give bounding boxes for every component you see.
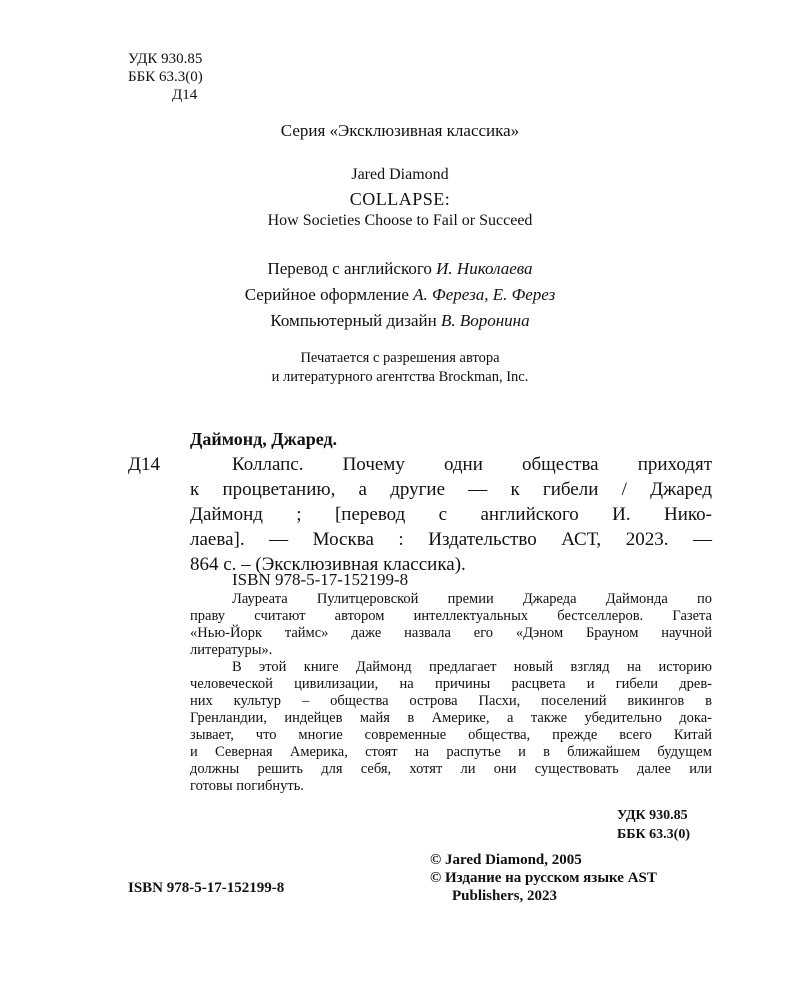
bottom-isbn: ISBN 978-5-17-152199-8 (128, 880, 285, 896)
annotation-line: готовы погибнуть. (190, 778, 304, 794)
catalog-isbn: ISBN 978-5-17-152199-8 (232, 570, 409, 589)
credit-translation: Перевод с английского И. Николаева (267, 259, 533, 278)
annotation-line: должны решить для себя, хотят ли они существовать далее или (190, 761, 712, 777)
permission-line: и литературного агентства Brockman, Inc. (271, 369, 529, 385)
annotation-line: литературы». (190, 642, 273, 658)
author-mark: Д14 (172, 87, 198, 103)
series-title: Серия «Эксклюзивная классика» (280, 121, 520, 140)
permission-line: Печатается с разрешения автора (300, 350, 500, 366)
catalog-line: 864 с. – (Эксклюзивная классика). (190, 554, 466, 575)
original-subtitle: How Societies Choose to Fail or Succeed (267, 212, 533, 229)
annotation-line: них культур – общества острова Пасхи, поселений викингов в (190, 693, 712, 709)
copyright-publisher: Publishers, 2023 (452, 888, 558, 904)
annotation-line: Лауреата Пулитцеровской премии Джареда Даймонда по (232, 591, 712, 607)
copyright-author: © Jared Diamond, 2005 (430, 852, 582, 868)
bbk-code: ББК 63.3(0) (128, 69, 203, 85)
catalog-line: Коллапс. Почему одни общества приходят (232, 454, 712, 475)
catalog-heading: Даймонд, Джаред. (190, 429, 338, 449)
annotation-line: зывает, что многие современные общества, прежде всего Китай (190, 727, 712, 743)
footer-udk: УДК 930.85 (617, 808, 688, 823)
annotation-line: Гренландии, индейцев майя в Америке, а также убедительно дока- (190, 710, 712, 726)
credit-series-design: Серийное оформление А. Фереза, Е. Ферез (244, 285, 556, 304)
annotation-line: праву считают автором интеллектуальных бестселлеров. Газета (190, 608, 712, 624)
original-author: Jared Diamond (351, 166, 449, 183)
annotation-line: человеческой цивилизации, на причины расцвета и гибели древ- (190, 676, 712, 692)
credit-computer-design: Компьютерный дизайн В. Воронина (270, 311, 530, 330)
annotation-line: и Северная Америка, стоят на распутье и в ближайшем будущем (190, 744, 712, 760)
catalog-line: лаева]. — Москва : Издательство АСТ, 2023. — (190, 529, 712, 550)
footer-bbk: ББК 63.3(0) (617, 827, 690, 842)
udk-code: УДК 930.85 (128, 51, 203, 67)
annotation-line: В этой книге Даймонд предлагает новый взгляд на историю (232, 659, 712, 675)
original-title: COLLAPSE: (349, 189, 451, 209)
copyright-edition: © Издание на русском языке AST (430, 870, 657, 886)
catalog-line: Даймонд ; [перевод с английского И. Нико- (190, 504, 712, 525)
catalog-line: к процветанию, а другие — к гибели / Джаред (190, 479, 712, 500)
annotation-line: «Нью-Йорк таймс» даже назвала его «Дэном Брауном научной (190, 625, 712, 641)
catalog-mark: Д14 (128, 454, 160, 475)
